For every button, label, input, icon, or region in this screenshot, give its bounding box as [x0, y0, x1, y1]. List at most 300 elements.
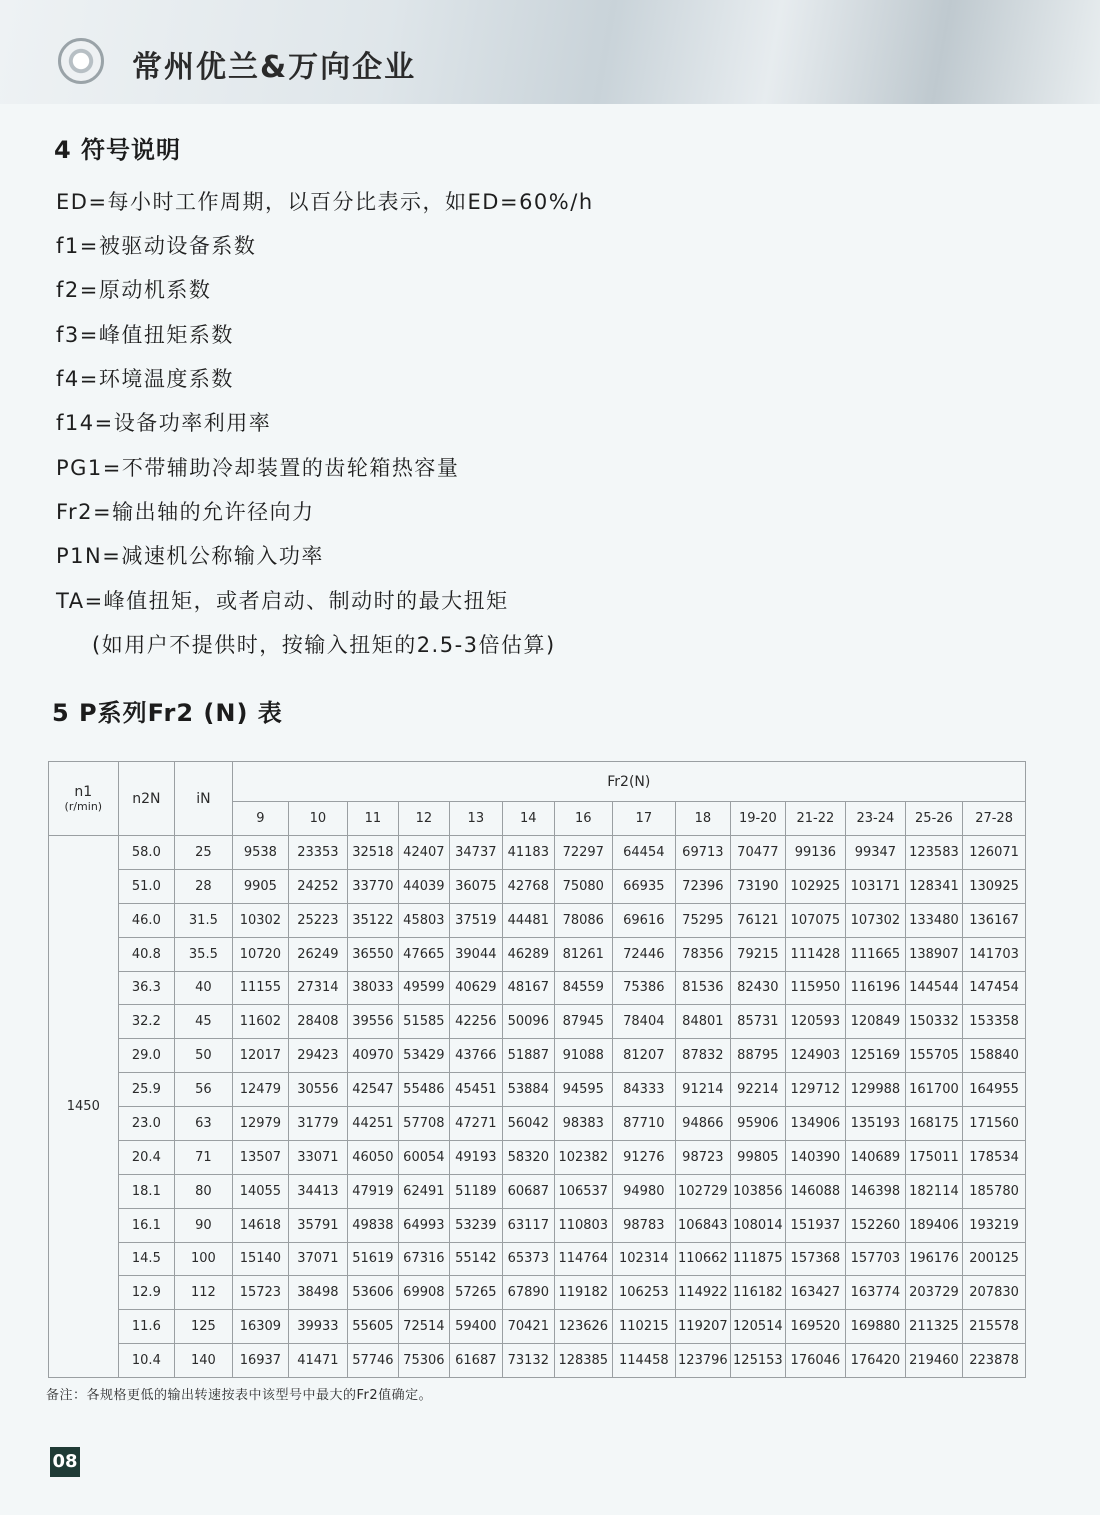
fr2-value-cell: 14055: [232, 1174, 289, 1208]
fr2-value-cell: 140689: [846, 1140, 906, 1174]
header-size: 12: [399, 802, 449, 836]
fr2-value-cell: 51887: [503, 1039, 554, 1073]
fr2-value-cell: 169520: [785, 1310, 846, 1344]
fr2-value-cell: 44251: [347, 1107, 398, 1141]
fr2-value-cell: 70421: [503, 1310, 554, 1344]
fr2-value-cell: 219460: [905, 1344, 963, 1378]
fr2-value-cell: 51189: [449, 1174, 502, 1208]
table-row: [49, 971, 1026, 1005]
fr2-value-cell: 36550: [347, 937, 398, 971]
fr2-value-cell: 126071: [963, 836, 1026, 870]
n2n-cell: 11.6: [118, 1310, 175, 1344]
n1-cell: 1450: [49, 836, 119, 1378]
fr2-value-cell: 163427: [785, 1276, 846, 1310]
fr2-value-cell: 119207: [675, 1310, 731, 1344]
n2n-cell: 46.0: [118, 903, 175, 937]
header-size: 17: [613, 802, 676, 836]
fr2-value-cell: 55486: [399, 1073, 449, 1107]
fr2-value-cell: 146088: [785, 1174, 846, 1208]
page-header: [0, 0, 1100, 104]
fr2-value-cell: 102925: [785, 869, 846, 903]
header-size: 13: [449, 802, 502, 836]
fr2-value-cell: 35122: [347, 903, 398, 937]
fr2-value-cell: 153358: [963, 1005, 1026, 1039]
fr2-value-cell: 48167: [503, 971, 554, 1005]
fr2-value-cell: 53429: [399, 1039, 449, 1073]
fr2-value-cell: 215578: [963, 1310, 1026, 1344]
fr2-value-cell: 92214: [731, 1073, 785, 1107]
fr2-value-cell: 84333: [613, 1073, 676, 1107]
fr2-value-cell: 69713: [675, 836, 731, 870]
fr2-value-cell: 95906: [731, 1107, 785, 1141]
fr2-value-cell: 51619: [347, 1242, 398, 1276]
fr2-value-cell: 110662: [675, 1242, 731, 1276]
fr2-value-cell: 152260: [846, 1208, 906, 1242]
header-size: 23-24: [846, 802, 906, 836]
gear-circle-icon: [58, 38, 104, 84]
n2n-cell: 25.9: [118, 1073, 175, 1107]
fr2-value-cell: 106843: [675, 1208, 731, 1242]
fr2-value-cell: 69616: [613, 903, 676, 937]
table-body: [49, 836, 1026, 1378]
fr2-value-cell: 44039: [399, 869, 449, 903]
fr2-value-cell: 157368: [785, 1242, 846, 1276]
fr2-value-cell: 49599: [399, 971, 449, 1005]
fr2-value-cell: 81261: [554, 937, 613, 971]
fr2-value-cell: 57708: [399, 1107, 449, 1141]
fr2-value-cell: 134906: [785, 1107, 846, 1141]
fr2-value-cell: 107075: [785, 903, 846, 937]
fr2-value-cell: 176046: [785, 1344, 846, 1378]
fr2-value-cell: 106253: [613, 1276, 676, 1310]
fr2-value-cell: 129988: [846, 1073, 906, 1107]
fr2-value-cell: 41471: [289, 1344, 348, 1378]
in-cell: 80: [175, 1174, 233, 1208]
n2n-cell: 12.9: [118, 1276, 175, 1310]
fr2-value-cell: 60054: [399, 1140, 449, 1174]
fr2-value-cell: 114764: [554, 1242, 613, 1276]
n2n-cell: 29.0: [118, 1039, 175, 1073]
n2n-cell: 14.5: [118, 1242, 175, 1276]
definition-p1n: P1N=减速机公称输入功率: [56, 544, 324, 568]
table-row: [49, 1344, 1026, 1378]
fr2-value-cell: 99136: [785, 836, 846, 870]
table-row: [49, 1140, 1026, 1174]
in-cell: 50: [175, 1039, 233, 1073]
fr2-value-cell: 108014: [731, 1208, 785, 1242]
fr2-value-cell: 110215: [613, 1310, 676, 1344]
fr2-value-cell: 135193: [846, 1107, 906, 1141]
fr2-value-cell: 119182: [554, 1276, 613, 1310]
fr2-value-cell: 87945: [554, 1005, 613, 1039]
fr2-value-cell: 155705: [905, 1039, 963, 1073]
fr2-value-cell: 175011: [905, 1140, 963, 1174]
fr2-value-cell: 178534: [963, 1140, 1026, 1174]
page-number: 08: [50, 1447, 80, 1477]
fr2-value-cell: 157703: [846, 1242, 906, 1276]
fr2-value-cell: 130925: [963, 869, 1026, 903]
fr2-value-cell: 55142: [449, 1242, 502, 1276]
fr2-value-cell: 37071: [289, 1242, 348, 1276]
fr2-value-cell: 33770: [347, 869, 398, 903]
fr2-value-cell: 72297: [554, 836, 613, 870]
n2n-cell: 10.4: [118, 1344, 175, 1378]
table-row: [49, 1005, 1026, 1039]
fr2-value-cell: 72396: [675, 869, 731, 903]
fr2-value-cell: 46050: [347, 1140, 398, 1174]
fr2-value-cell: 123796: [675, 1344, 731, 1378]
fr2-value-cell: 53884: [503, 1073, 554, 1107]
fr2-value-cell: 39044: [449, 937, 502, 971]
fr2-value-cell: 94595: [554, 1073, 613, 1107]
n2n-cell: 32.2: [118, 1005, 175, 1039]
fr2-value-cell: 146398: [846, 1174, 906, 1208]
definition-f14: f14=设备功率利用率: [56, 411, 272, 435]
fr2-value-cell: 53606: [347, 1276, 398, 1310]
fr2-value-cell: 16309: [232, 1310, 289, 1344]
company-name: 常州优兰&万向企业: [132, 50, 417, 85]
fr2-value-cell: 168175: [905, 1107, 963, 1141]
fr2-value-cell: 27314: [289, 971, 348, 1005]
fr2-value-cell: 133480: [905, 903, 963, 937]
fr2-value-cell: 182114: [905, 1174, 963, 1208]
fr2-value-cell: 176420: [846, 1344, 906, 1378]
n2n-cell: 51.0: [118, 869, 175, 903]
header-size: 18: [675, 802, 731, 836]
header-fr2: Fr2(N): [232, 762, 1025, 802]
fr2-value-cell: 32518: [347, 836, 398, 870]
header-size: 27-28: [963, 802, 1026, 836]
fr2-value-cell: 47919: [347, 1174, 398, 1208]
fr2-value-cell: 115950: [785, 971, 846, 1005]
fr2-value-cell: 84559: [554, 971, 613, 1005]
section-4-title: 4 符号说明: [54, 136, 182, 164]
table-row: [49, 836, 1026, 870]
fr2-value-cell: 82430: [731, 971, 785, 1005]
fr2-value-cell: 73132: [503, 1344, 554, 1378]
fr2-value-cell: 73190: [731, 869, 785, 903]
fr2-value-cell: 79215: [731, 937, 785, 971]
fr2-value-cell: 102729: [675, 1174, 731, 1208]
fr2-value-cell: 72514: [399, 1310, 449, 1344]
fr2-value-cell: 63117: [503, 1208, 554, 1242]
in-cell: 45: [175, 1005, 233, 1039]
fr2-value-cell: 64454: [613, 836, 676, 870]
fr2-value-cell: 38033: [347, 971, 398, 1005]
in-cell: 125: [175, 1310, 233, 1344]
fr2-value-cell: 40629: [449, 971, 502, 1005]
fr2-value-cell: 50096: [503, 1005, 554, 1039]
definition-ed: ED=每小时工作周期，以百分比表示，如ED=60%/h: [56, 190, 594, 214]
fr2-value-cell: 98783: [613, 1208, 676, 1242]
fr2-value-cell: 46289: [503, 937, 554, 971]
fr2-value-cell: 196176: [905, 1242, 963, 1276]
fr2-value-cell: 30556: [289, 1073, 348, 1107]
fr2-value-cell: 29423: [289, 1039, 348, 1073]
fr2-value-cell: 26249: [289, 937, 348, 971]
definition-ta-note: (如用户不提供时，按输入扭矩的2.5-3倍估算): [92, 633, 556, 657]
fr2-value-cell: 81536: [675, 971, 731, 1005]
fr2-value-cell: 42256: [449, 1005, 502, 1039]
table-row: [49, 937, 1026, 971]
fr2-value-cell: 57746: [347, 1344, 398, 1378]
fr2-value-cell: 111665: [846, 937, 906, 971]
fr2-value-cell: 64993: [399, 1208, 449, 1242]
header-size: 14: [503, 802, 554, 836]
fr2-value-cell: 107302: [846, 903, 906, 937]
fr2-value-cell: 75295: [675, 903, 731, 937]
fr2-value-cell: 75080: [554, 869, 613, 903]
n2n-cell: 36.3: [118, 971, 175, 1005]
fr2-value-cell: 200125: [963, 1242, 1026, 1276]
fr2-value-cell: 150332: [905, 1005, 963, 1039]
fr2-value-cell: 42547: [347, 1073, 398, 1107]
fr2-value-cell: 13507: [232, 1140, 289, 1174]
fr2-value-cell: 99347: [846, 836, 906, 870]
n2n-cell: 23.0: [118, 1107, 175, 1141]
fr2-value-cell: 51585: [399, 1005, 449, 1039]
fr2-value-cell: 43766: [449, 1039, 502, 1073]
fr2-value-cell: 9905: [232, 869, 289, 903]
fr2-value-cell: 12979: [232, 1107, 289, 1141]
in-cell: 140: [175, 1344, 233, 1378]
fr2-value-cell: 161700: [905, 1073, 963, 1107]
table-note: 备注：各规格更低的输出转速按表中该型号中最大的Fr2值确定。: [46, 1388, 433, 1403]
fr2-value-cell: 120514: [731, 1310, 785, 1344]
fr2-value-cell: 75306: [399, 1344, 449, 1378]
fr2-value-cell: 66935: [613, 869, 676, 903]
fr2-value-cell: 67890: [503, 1276, 554, 1310]
table-row: [49, 1276, 1026, 1310]
fr2-value-cell: 69908: [399, 1276, 449, 1310]
header-size: 19-20: [731, 802, 785, 836]
fr2-value-cell: 57265: [449, 1276, 502, 1310]
fr2-value-cell: 116182: [731, 1276, 785, 1310]
fr2-value-cell: 15723: [232, 1276, 289, 1310]
fr2-value-cell: 98723: [675, 1140, 731, 1174]
fr2-value-cell: 10720: [232, 937, 289, 971]
fr2-value-cell: 42407: [399, 836, 449, 870]
fr2-value-cell: 207830: [963, 1276, 1026, 1310]
table-row: [49, 1107, 1026, 1141]
fr2-value-cell: 185780: [963, 1174, 1026, 1208]
fr2-value-cell: 98383: [554, 1107, 613, 1141]
fr2-value-cell: 151937: [785, 1208, 846, 1242]
fr2-value-cell: 56042: [503, 1107, 554, 1141]
fr2-value-cell: 147454: [963, 971, 1026, 1005]
fr2-value-cell: 102382: [554, 1140, 613, 1174]
fr2-value-cell: 59400: [449, 1310, 502, 1344]
fr2-value-cell: 94980: [613, 1174, 676, 1208]
definition-f4: f4=环境温度系数: [56, 367, 234, 391]
fr2-value-cell: 70477: [731, 836, 785, 870]
fr2-value-cell: 39933: [289, 1310, 348, 1344]
fr2-value-cell: 203729: [905, 1276, 963, 1310]
fr2-value-cell: 65373: [503, 1242, 554, 1276]
fr2-value-cell: 49838: [347, 1208, 398, 1242]
fr2-value-cell: 67316: [399, 1242, 449, 1276]
header-n2n: n2N: [118, 762, 175, 836]
fr2-value-cell: 128341: [905, 869, 963, 903]
fr2-value-cell: 164955: [963, 1073, 1026, 1107]
fr2-value-cell: 129712: [785, 1073, 846, 1107]
table-row: [49, 1310, 1026, 1344]
fr2-value-cell: 85731: [731, 1005, 785, 1039]
fr2-value-cell: 223878: [963, 1344, 1026, 1378]
fr2-value-cell: 116196: [846, 971, 906, 1005]
header-size: 11: [347, 802, 398, 836]
in-cell: 31.5: [175, 903, 233, 937]
header-n1-unit: (r/min): [64, 800, 103, 813]
fr2-value-cell: 40970: [347, 1039, 398, 1073]
fr2-value-cell: 39556: [347, 1005, 398, 1039]
fr2-value-cell: 15140: [232, 1242, 289, 1276]
fr2-value-cell: 47271: [449, 1107, 502, 1141]
definition-f1: f1=被驱动设备系数: [56, 234, 257, 258]
fr2-value-cell: 158840: [963, 1039, 1026, 1073]
fr2-value-cell: 53239: [449, 1208, 502, 1242]
table-row: [49, 1039, 1026, 1073]
fr2-value-cell: 45803: [399, 903, 449, 937]
in-cell: 28: [175, 869, 233, 903]
table-row: [49, 1242, 1026, 1276]
fr2-value-cell: 114922: [675, 1276, 731, 1310]
fr2-value-cell: 11155: [232, 971, 289, 1005]
in-cell: 100: [175, 1242, 233, 1276]
fr2-value-cell: 12017: [232, 1039, 289, 1073]
fr2-value-cell: 16937: [232, 1344, 289, 1378]
in-cell: 63: [175, 1107, 233, 1141]
fr2-value-cell: 128385: [554, 1344, 613, 1378]
fr2-value-cell: 58320: [503, 1140, 554, 1174]
table-row: [49, 903, 1026, 937]
fr2-value-cell: 12479: [232, 1073, 289, 1107]
header-in: iN: [175, 762, 233, 836]
fr2-value-cell: 136167: [963, 903, 1026, 937]
fr2-value-cell: 45451: [449, 1073, 502, 1107]
fr2-value-cell: 114458: [613, 1344, 676, 1378]
in-cell: 35.5: [175, 937, 233, 971]
fr2-value-cell: 37519: [449, 903, 502, 937]
fr2-table: [48, 761, 1026, 1378]
fr2-value-cell: 91214: [675, 1073, 731, 1107]
fr2-value-cell: 120849: [846, 1005, 906, 1039]
fr2-value-cell: 124903: [785, 1039, 846, 1073]
fr2-value-cell: 125169: [846, 1039, 906, 1073]
fr2-value-cell: 76121: [731, 903, 785, 937]
fr2-value-cell: 33071: [289, 1140, 348, 1174]
fr2-value-cell: 169880: [846, 1310, 906, 1344]
header-n1: [49, 762, 119, 836]
n2n-cell: 16.1: [118, 1208, 175, 1242]
header-size: 9: [232, 802, 289, 836]
fr2-value-cell: 171560: [963, 1107, 1026, 1141]
fr2-value-cell: 88795: [731, 1039, 785, 1073]
fr2-value-cell: 72446: [613, 937, 676, 971]
header-size: 21-22: [785, 802, 846, 836]
definition-f3: f3=峰值扭矩系数: [56, 323, 234, 347]
fr2-value-cell: 103171: [846, 869, 906, 903]
fr2-value-cell: 55605: [347, 1310, 398, 1344]
fr2-value-cell: 41183: [503, 836, 554, 870]
fr2-value-cell: 42768: [503, 869, 554, 903]
fr2-value-cell: 35791: [289, 1208, 348, 1242]
header-n1-label: n1: [74, 784, 93, 800]
header-size: 25-26: [905, 802, 963, 836]
in-cell: 56: [175, 1073, 233, 1107]
section-5-title: 5 P系列Fr2 (N) 表: [52, 699, 283, 727]
fr2-value-cell: 91088: [554, 1039, 613, 1073]
fr2-value-cell: 193219: [963, 1208, 1026, 1242]
fr2-value-cell: 138907: [905, 937, 963, 971]
fr2-value-cell: 78356: [675, 937, 731, 971]
table-row: [49, 1073, 1026, 1107]
in-cell: 90: [175, 1208, 233, 1242]
in-cell: 112: [175, 1276, 233, 1310]
in-cell: 40: [175, 971, 233, 1005]
fr2-value-cell: 24252: [289, 869, 348, 903]
fr2-value-cell: 87832: [675, 1039, 731, 1073]
fr2-value-cell: 87710: [613, 1107, 676, 1141]
fr2-value-cell: 144544: [905, 971, 963, 1005]
definition-f2: f2=原动机系数: [56, 278, 212, 302]
fr2-value-cell: 94866: [675, 1107, 731, 1141]
fr2-value-cell: 102314: [613, 1242, 676, 1276]
fr2-value-cell: 125153: [731, 1344, 785, 1378]
fr2-value-cell: 78086: [554, 903, 613, 937]
n2n-cell: 40.8: [118, 937, 175, 971]
fr2-value-cell: 111428: [785, 937, 846, 971]
fr2-value-cell: 44481: [503, 903, 554, 937]
fr2-value-cell: 34413: [289, 1174, 348, 1208]
n2n-cell: 58.0: [118, 836, 175, 870]
fr2-value-cell: 14618: [232, 1208, 289, 1242]
header-size: 10: [289, 802, 348, 836]
definition-ta: TA=峰值扭矩，或者启动、制动时的最大扭矩: [56, 589, 509, 613]
table-row: [49, 1174, 1026, 1208]
fr2-value-cell: 31779: [289, 1107, 348, 1141]
table-row: [49, 869, 1026, 903]
fr2-value-cell: 78404: [613, 1005, 676, 1039]
fr2-value-cell: 62491: [399, 1174, 449, 1208]
fr2-value-cell: 75386: [613, 971, 676, 1005]
fr2-value-cell: 163774: [846, 1276, 906, 1310]
fr2-value-cell: 110803: [554, 1208, 613, 1242]
fr2-value-cell: 103856: [731, 1174, 785, 1208]
fr2-value-cell: 38498: [289, 1276, 348, 1310]
n2n-cell: 18.1: [118, 1174, 175, 1208]
fr2-value-cell: 111875: [731, 1242, 785, 1276]
fr2-value-cell: 11602: [232, 1005, 289, 1039]
fr2-value-cell: 61687: [449, 1344, 502, 1378]
definition-fr2: Fr2=输出轴的允许径向力: [56, 500, 315, 524]
fr2-value-cell: 60687: [503, 1174, 554, 1208]
definition-pg1: PG1=不带辅助冷却装置的齿轮箱热容量: [56, 456, 460, 480]
fr2-value-cell: 211325: [905, 1310, 963, 1344]
fr2-value-cell: 140390: [785, 1140, 846, 1174]
table-row: [49, 1208, 1026, 1242]
fr2-value-cell: 91276: [613, 1140, 676, 1174]
fr2-value-cell: 81207: [613, 1039, 676, 1073]
fr2-value-cell: 34737: [449, 836, 502, 870]
fr2-value-cell: 123583: [905, 836, 963, 870]
fr2-value-cell: 49193: [449, 1140, 502, 1174]
fr2-value-cell: 141703: [963, 937, 1026, 971]
fr2-value-cell: 120593: [785, 1005, 846, 1039]
fr2-value-cell: 84801: [675, 1005, 731, 1039]
n2n-cell: 20.4: [118, 1140, 175, 1174]
fr2-value-cell: 99805: [731, 1140, 785, 1174]
